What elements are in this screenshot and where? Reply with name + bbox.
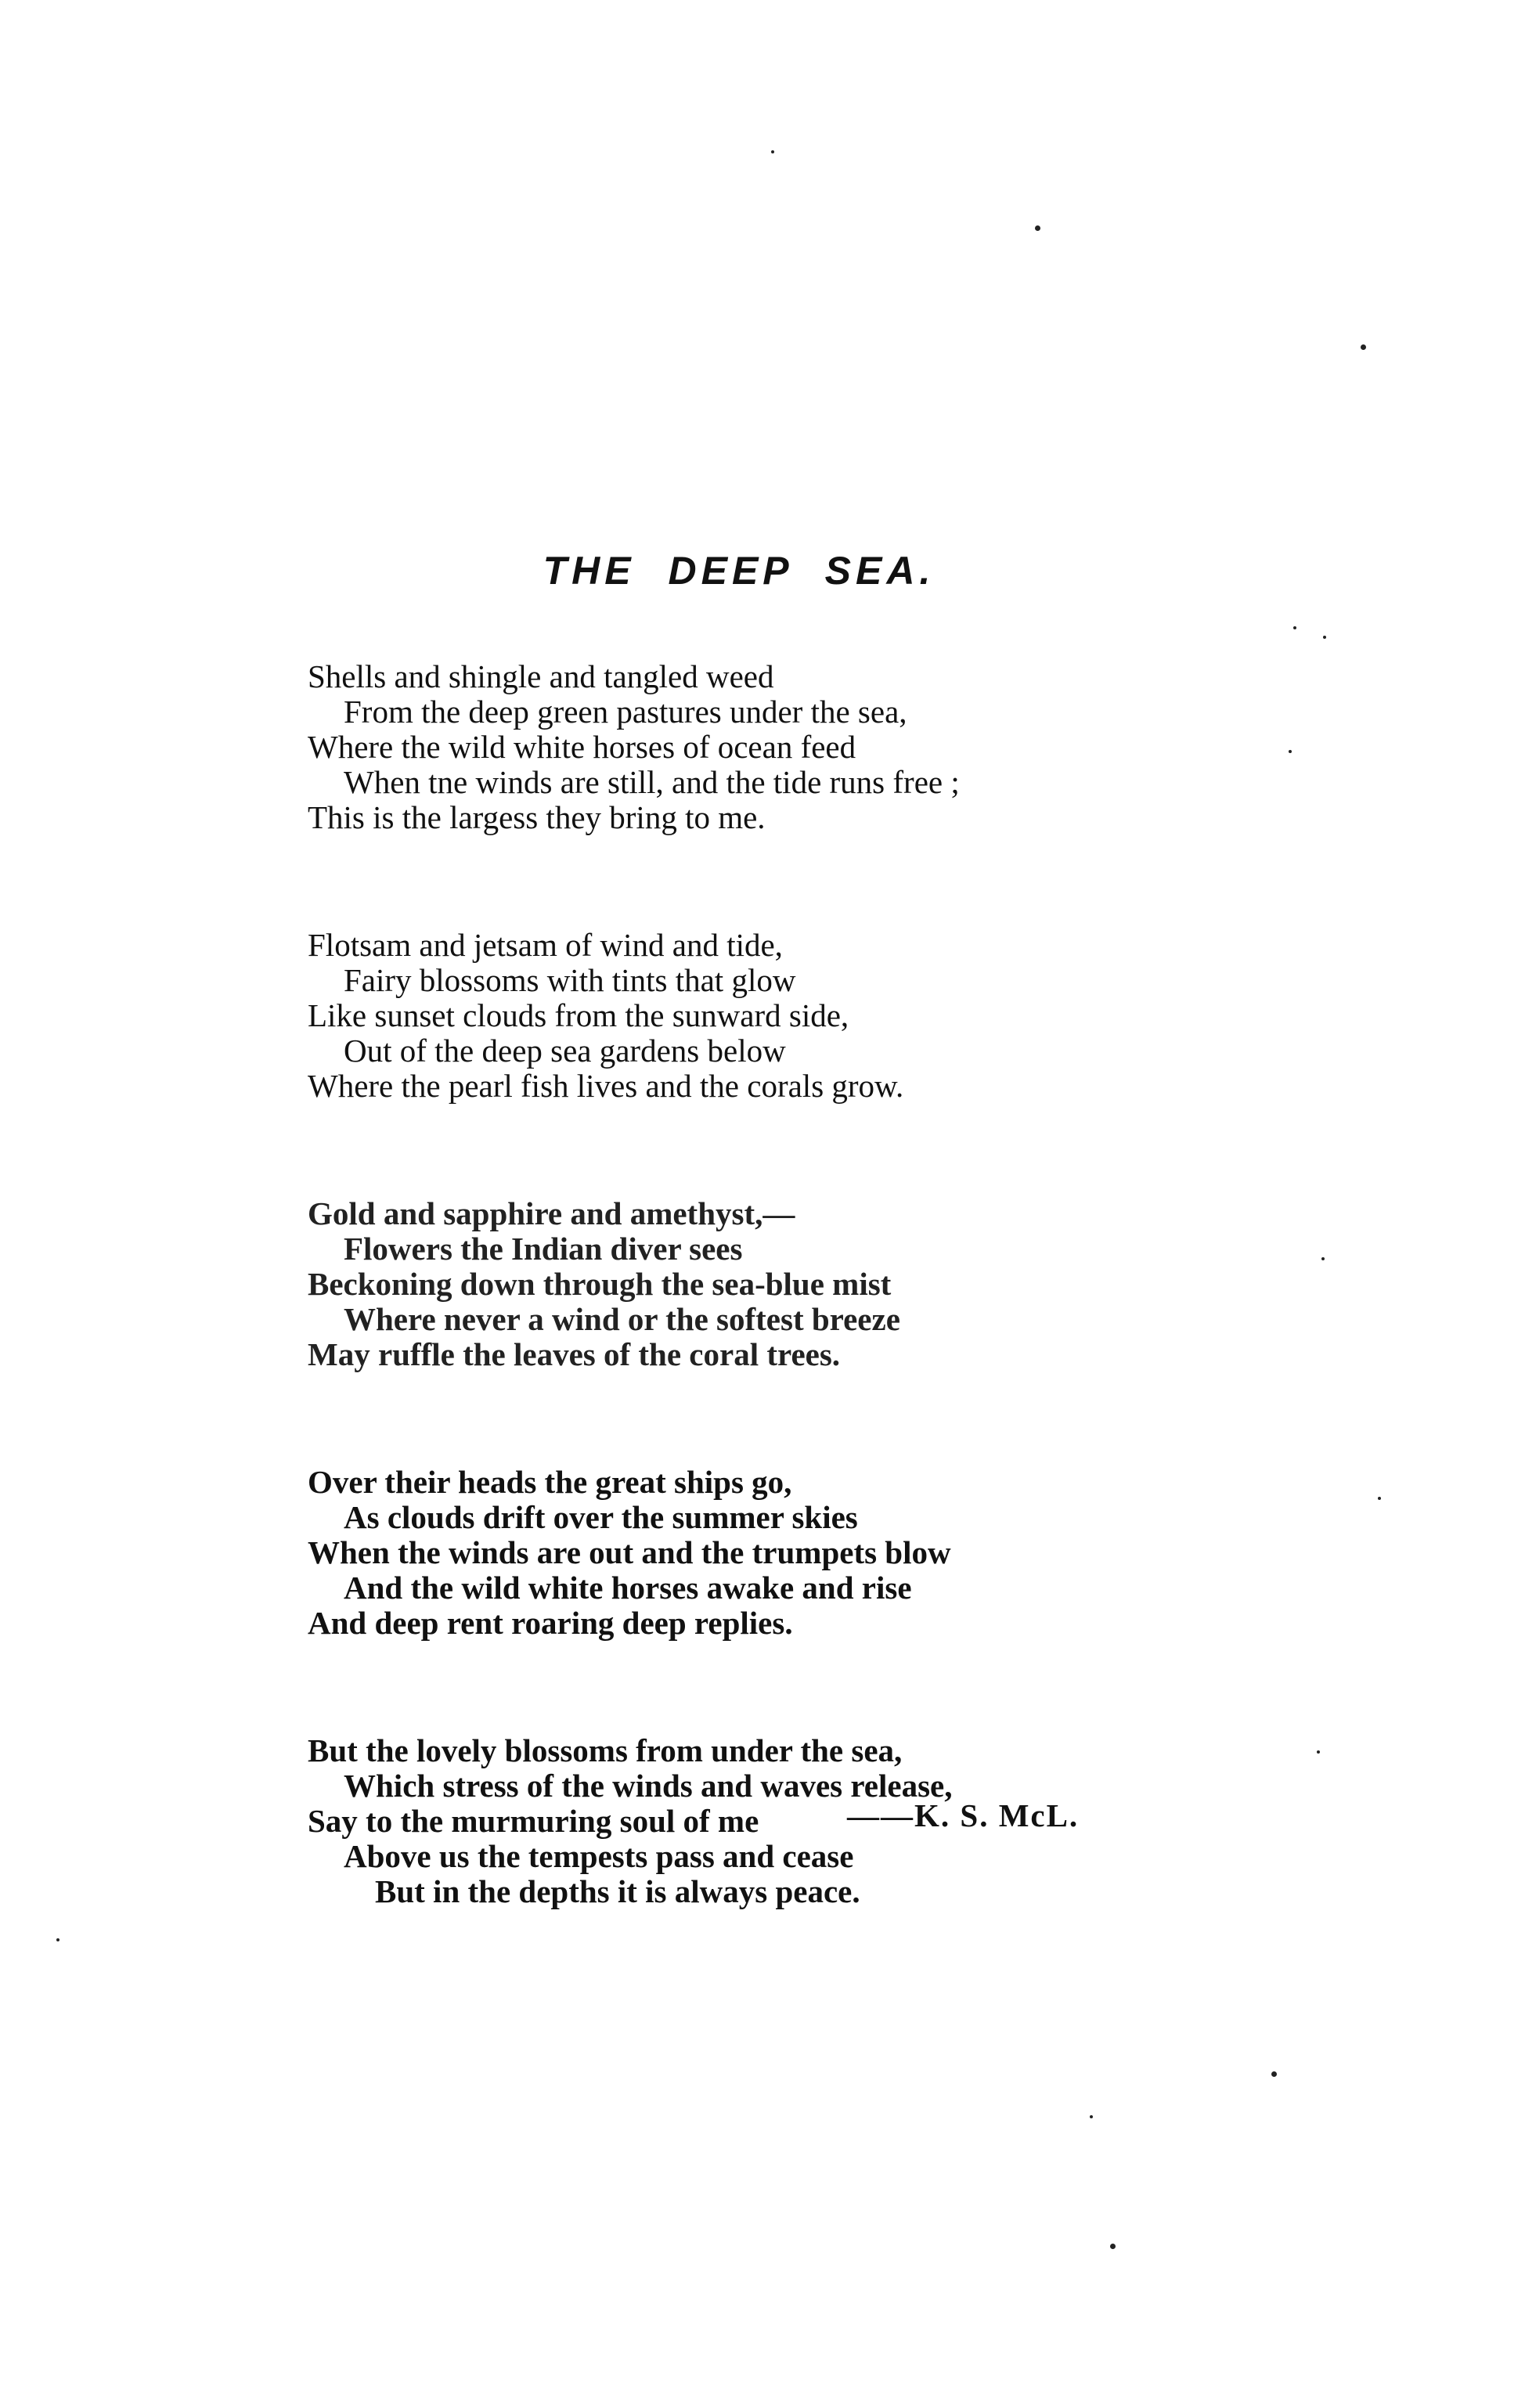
scan-speck	[56, 1938, 59, 1941]
stanza-1	[308, 659, 1208, 835]
stanza-2	[308, 928, 1208, 1104]
poem-line: But the lovely blossoms from under the sea,	[308, 1732, 903, 1768]
poem-line: Where never a wind or the softest breeze	[344, 1301, 900, 1337]
poem-line: Where the wild white horses of ocean feed	[308, 729, 856, 765]
scan-speck	[1090, 2115, 1093, 2118]
poem-line: When tne winds are still, and the tide runs free ;	[344, 764, 960, 800]
scan-speck	[1271, 2071, 1277, 2077]
poem-line: Out of the deep sea gardens below	[344, 1033, 786, 1069]
poem-line: This is the largess they bring to me.	[308, 799, 766, 835]
poem-title: THE DEEP SEA.	[543, 549, 936, 593]
poem-line: But in the depths it is always peace.	[375, 1873, 860, 1909]
stanza-3	[308, 1196, 1208, 1372]
poem-line: May ruffle the leaves of the coral trees.	[308, 1336, 841, 1372]
poem-line: And deep rent roaring deep replies.	[308, 1605, 793, 1641]
poem-line: As clouds drift over the summer skies	[344, 1499, 858, 1535]
poem-line: Where the pearl fish lives and the corals grow.	[308, 1068, 904, 1104]
scan-speck	[1321, 1257, 1325, 1260]
stanza-4	[308, 1465, 1208, 1641]
poem-line: Flowers the Indian diver sees	[344, 1231, 743, 1267]
scan-speck	[1317, 1750, 1320, 1754]
scan-speck	[1378, 1497, 1381, 1500]
scan-speck	[1110, 2244, 1116, 2249]
poem-line: Flotsam and jetsam of wind and tide,	[308, 927, 783, 963]
scan-speck	[1323, 636, 1326, 639]
poem-line: And the wild white horses awake and rise	[344, 1570, 912, 1606]
poem-line: When the winds are out and the trumpets blow	[308, 1534, 951, 1570]
poem-line: Shells and shingle and tangled weed	[308, 658, 774, 694]
poem-line: Fairy blossoms with tints that glow	[344, 962, 796, 998]
poem-line: Say to the murmuring soul of me	[308, 1803, 759, 1839]
poem-line: Like sunset clouds from the sunward side,	[308, 997, 849, 1033]
poem-line: Over their heads the great ships go,	[308, 1464, 792, 1500]
scan-speck	[1289, 750, 1292, 753]
poem-line: Above us the tempests pass and cease	[344, 1838, 854, 1874]
poem-line: From the deep green pastures under the sea,	[344, 694, 907, 730]
poem-line: Beckoning down through the sea-blue mist	[308, 1266, 892, 1302]
poem-line: Which stress of the winds and waves release,	[344, 1768, 953, 1804]
scan-speck	[1361, 344, 1366, 350]
scan-speck	[1293, 626, 1296, 629]
scan-speck	[1035, 225, 1040, 231]
scan-speck	[771, 150, 774, 153]
poem-line: Gold and sapphire and amethyst,—	[308, 1195, 795, 1231]
author-signature: ——K. S. McL.	[847, 1797, 1080, 1833]
